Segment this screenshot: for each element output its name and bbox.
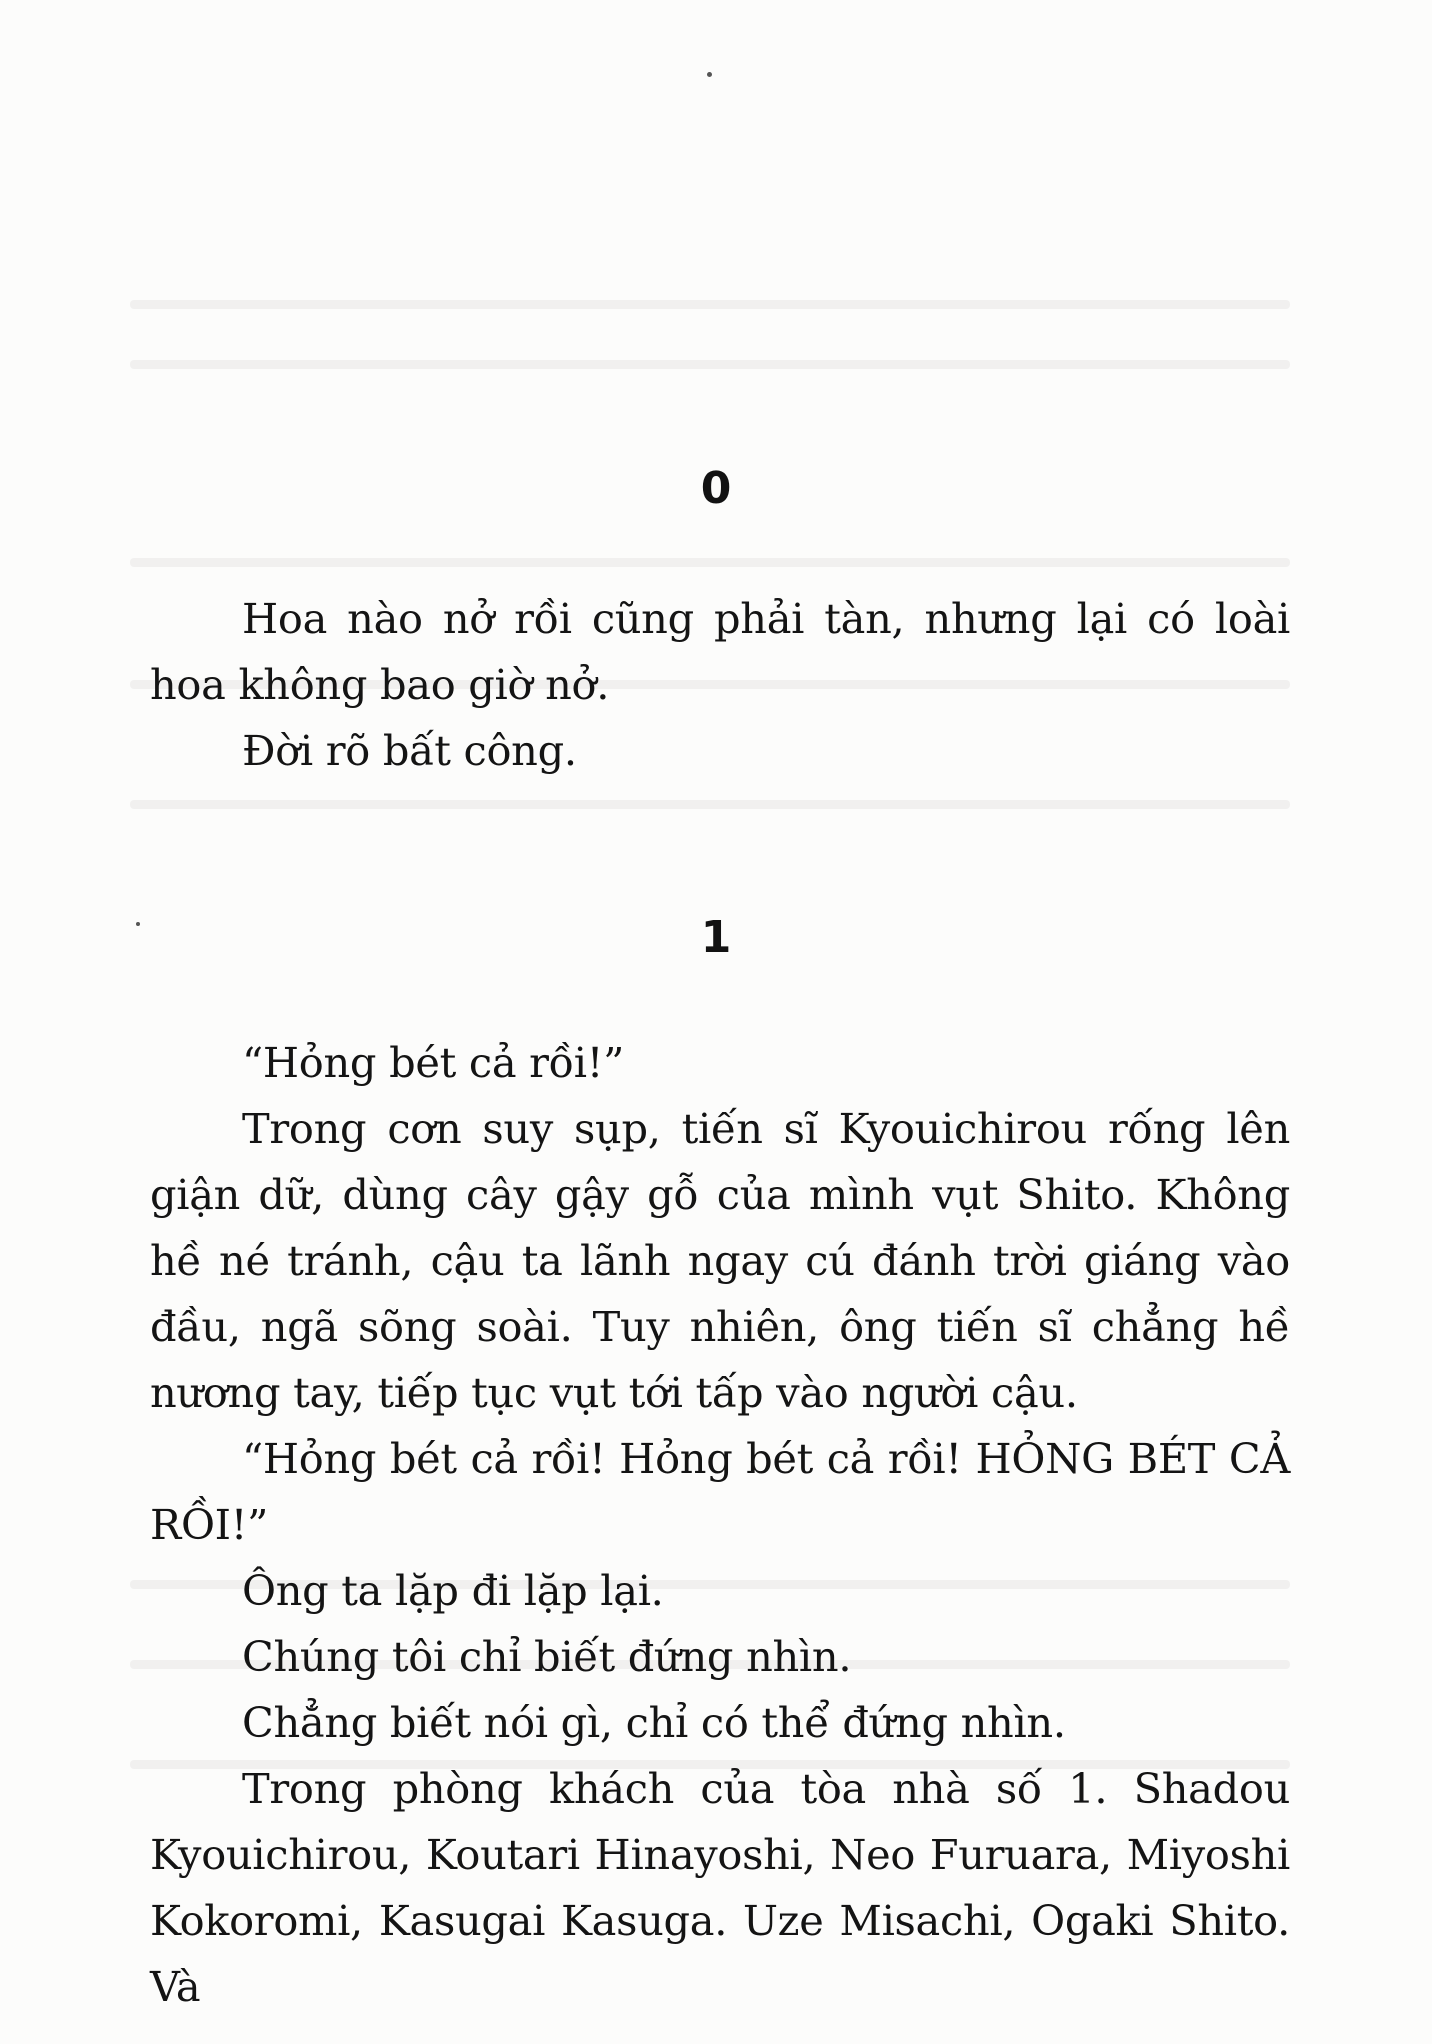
paragraph: Trong phòng khách của tòa nhà số 1. Shadou Kyouichirou, Koutari Hinayoshi, Neo Furuara, Miyoshi Kokoromi, Kasugai Kasuga. Uze Misachi, Ogaki Shito. Và <box>150 1764 1290 2011</box>
bleed-through-line <box>130 300 1290 309</box>
paragraph: Đời rõ bất công. <box>242 726 577 775</box>
paragraph: Chẳng biết nói gì, chỉ có thể đứng nhìn. <box>242 1698 1066 1747</box>
paragraph: “Hỏng bét cả rồi! Hỏng bét cả rồi! HỎNG BÉT CẢ RỒI!” <box>150 1434 1290 1549</box>
bleed-through-line <box>130 360 1290 369</box>
paragraph: Ông ta lặp đi lặp lại. <box>242 1566 664 1615</box>
dust-speck <box>707 72 712 77</box>
section-number: 1 <box>700 912 732 963</box>
paragraph: Trong cơn suy sụp, tiến sĩ Kyouichirou rống lên giận dữ, dùng cây gậy gỗ của mình vụt Shito. Không hề né tránh, cậu ta lãnh ngay cú đánh trời giáng vào đầu, ngã sõng soài. Tuy nhiên, ông tiến sĩ chẳng hề nương tay, tiếp tục vụt tới tấp vào người cậu. <box>150 1104 1290 1417</box>
bleed-through-line <box>130 558 1290 567</box>
bleed-through-line <box>130 800 1290 809</box>
paragraph: Hoa nào nở rồi cũng phải tàn, nhưng lại có loài hoa không bao giờ nở. <box>150 594 1290 709</box>
paragraph: Chúng tôi chỉ biết đứng nhìn. <box>242 1632 852 1681</box>
section-number: 0 <box>700 463 732 514</box>
paragraph: “Hỏng bét cả rồi!” <box>242 1038 625 1087</box>
